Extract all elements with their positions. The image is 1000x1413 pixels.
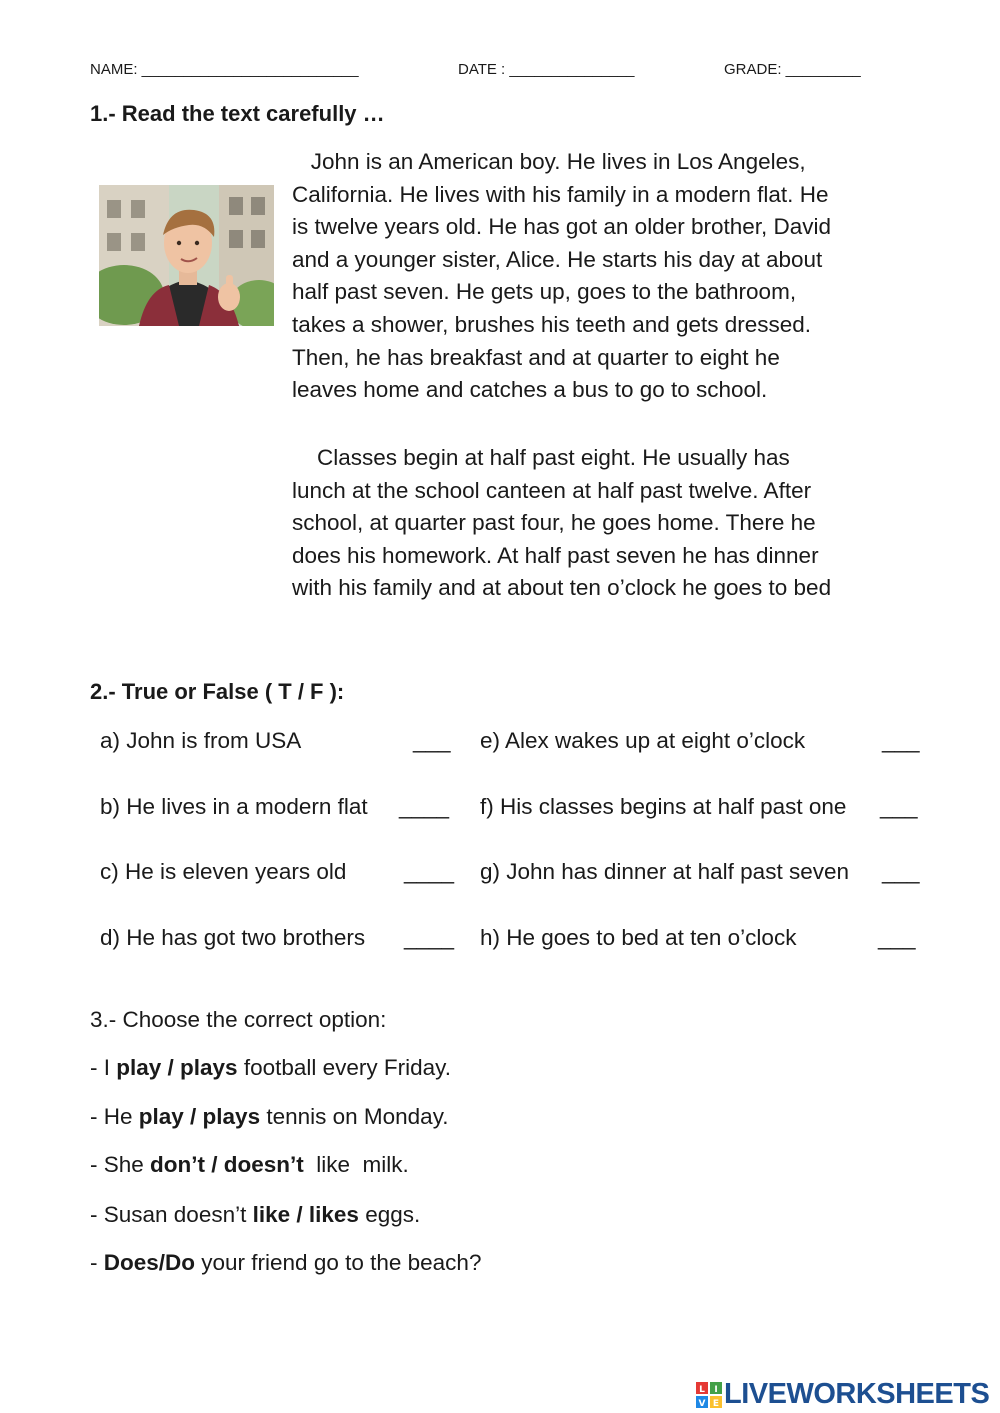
svg-text:I: I [714, 1384, 718, 1395]
boy-photo-illustration [99, 185, 274, 326]
name-field-label: NAME: __________________________ [90, 61, 359, 78]
option-sentence-2-post: tennis on Monday. [260, 1104, 449, 1129]
paragraph-2-line-5: with his family and at about ten o’clock he goes to bed [292, 575, 832, 601]
section3-title: 3.- Choose the correct option: [90, 1007, 387, 1032]
paragraph-2-line-4: does his homework. At half past seven he has dinner [292, 542, 819, 568]
tf-item-f: f) His classes begins at half past one [480, 794, 847, 819]
tf-item-h: h) He goes to bed at ten o’clock [480, 925, 797, 950]
tf-item-d: d) He has got two brothers [100, 925, 366, 950]
svg-text:L: L [699, 1384, 705, 1395]
option-sentence-2 [90, 1104, 449, 1130]
option-choice-4[interactable]: like / likes [252, 1202, 359, 1227]
paragraph-1-line-7: Then, he has breakfast and at quarter to eight he [292, 344, 780, 370]
paragraph-1-line-5: half past seven. He gets up, goes to the bathroom, [292, 279, 797, 305]
paragraph-2-line-1: Classes begin at half past eight. He usually has [292, 445, 790, 470]
tf-answer-blank-a[interactable]: ___ [413, 728, 451, 753]
option-sentence-2-pre: - He [90, 1104, 139, 1129]
option-sentence-1-post: football every Friday. [237, 1055, 451, 1080]
paragraph-1-line-2: California. He lives with his family in a modern flat. He [292, 181, 829, 207]
liveworksheets-logo-icon [696, 1382, 722, 1408]
tf-item-a: a) John is from USA [100, 728, 302, 753]
option-choice-1[interactable]: play / plays [116, 1055, 238, 1080]
section1-title: 1.- Read the text carefully … [90, 101, 385, 126]
tf-item-b: b) He lives in a modern flat [100, 794, 368, 819]
tf-answer-blank-f[interactable]: ___ [880, 794, 918, 819]
option-sentence-1-pre: - I [90, 1055, 117, 1080]
option-sentence-5 [90, 1250, 481, 1276]
option-sentence-3-pre: - She [90, 1152, 151, 1177]
reading-paragraph-2 [292, 442, 831, 605]
svg-text:V: V [698, 1398, 706, 1408]
paragraph-2-line-2: lunch at the school canteen at half past twelve. After [292, 477, 812, 503]
reading-paragraph-1 [292, 146, 831, 407]
tf-item-g: g) John has dinner at half past seven [480, 859, 849, 884]
grade-field-label: GRADE: _________ [724, 61, 861, 78]
boy-photo [99, 185, 274, 326]
option-sentence-5-post: your friend go to the beach? [195, 1250, 482, 1275]
tf-answer-blank-b[interactable]: ____ [399, 794, 450, 819]
tf-item-e: e) Alex wakes up at eight o’clock [480, 728, 806, 753]
section2-title: 2.- True or False ( T / F ): [90, 679, 345, 704]
paragraph-1-line-1: John is an American boy. He lives in Los Angeles, [292, 149, 806, 174]
option-sentence-3 [90, 1152, 409, 1178]
option-sentence-1 [90, 1055, 451, 1081]
option-sentence-4-pre: - Susan doesn’t [90, 1202, 253, 1227]
svg-text:E: E [712, 1398, 720, 1408]
paragraph-1-line-4: and a younger sister, Alice. He starts his day at about [292, 246, 823, 272]
option-sentence-4-post: eggs. [358, 1202, 421, 1227]
liveworksheets-logo[interactable] [696, 1378, 989, 1411]
date-field-label: DATE : _______________ [458, 61, 635, 78]
tf-item-c: c) He is eleven years old [100, 859, 347, 884]
tf-answer-blank-g[interactable]: ___ [882, 859, 920, 884]
option-sentence-5-pre: - [90, 1250, 104, 1275]
option-sentence-3-post: like milk. [303, 1152, 409, 1177]
paragraph-1-line-6: takes a shower, brushes his teeth and gets dressed. [292, 311, 812, 337]
option-sentence-4 [90, 1202, 420, 1228]
paragraph-2-line-3: school, at quarter past four, he goes home. There he [292, 510, 816, 536]
tf-answer-blank-d[interactable]: ____ [404, 925, 455, 950]
option-choice-2[interactable]: play / plays [138, 1104, 261, 1129]
paragraph-1-line-8: leaves home and catches a bus to go to school. [292, 377, 768, 403]
tf-answer-blank-c[interactable]: ____ [404, 859, 455, 884]
option-choice-5[interactable]: Does/Do [103, 1250, 196, 1275]
option-choice-3[interactable]: don’t / doesn’t [150, 1152, 304, 1177]
liveworksheets-logo-text: LIVEWORKSHEETS [724, 1378, 990, 1410]
paragraph-1-line-3: is twelve years old. He has got an older brother, David [292, 214, 832, 240]
tf-answer-blank-h[interactable]: ___ [878, 925, 916, 950]
tf-answer-blank-e[interactable]: ___ [882, 728, 920, 753]
